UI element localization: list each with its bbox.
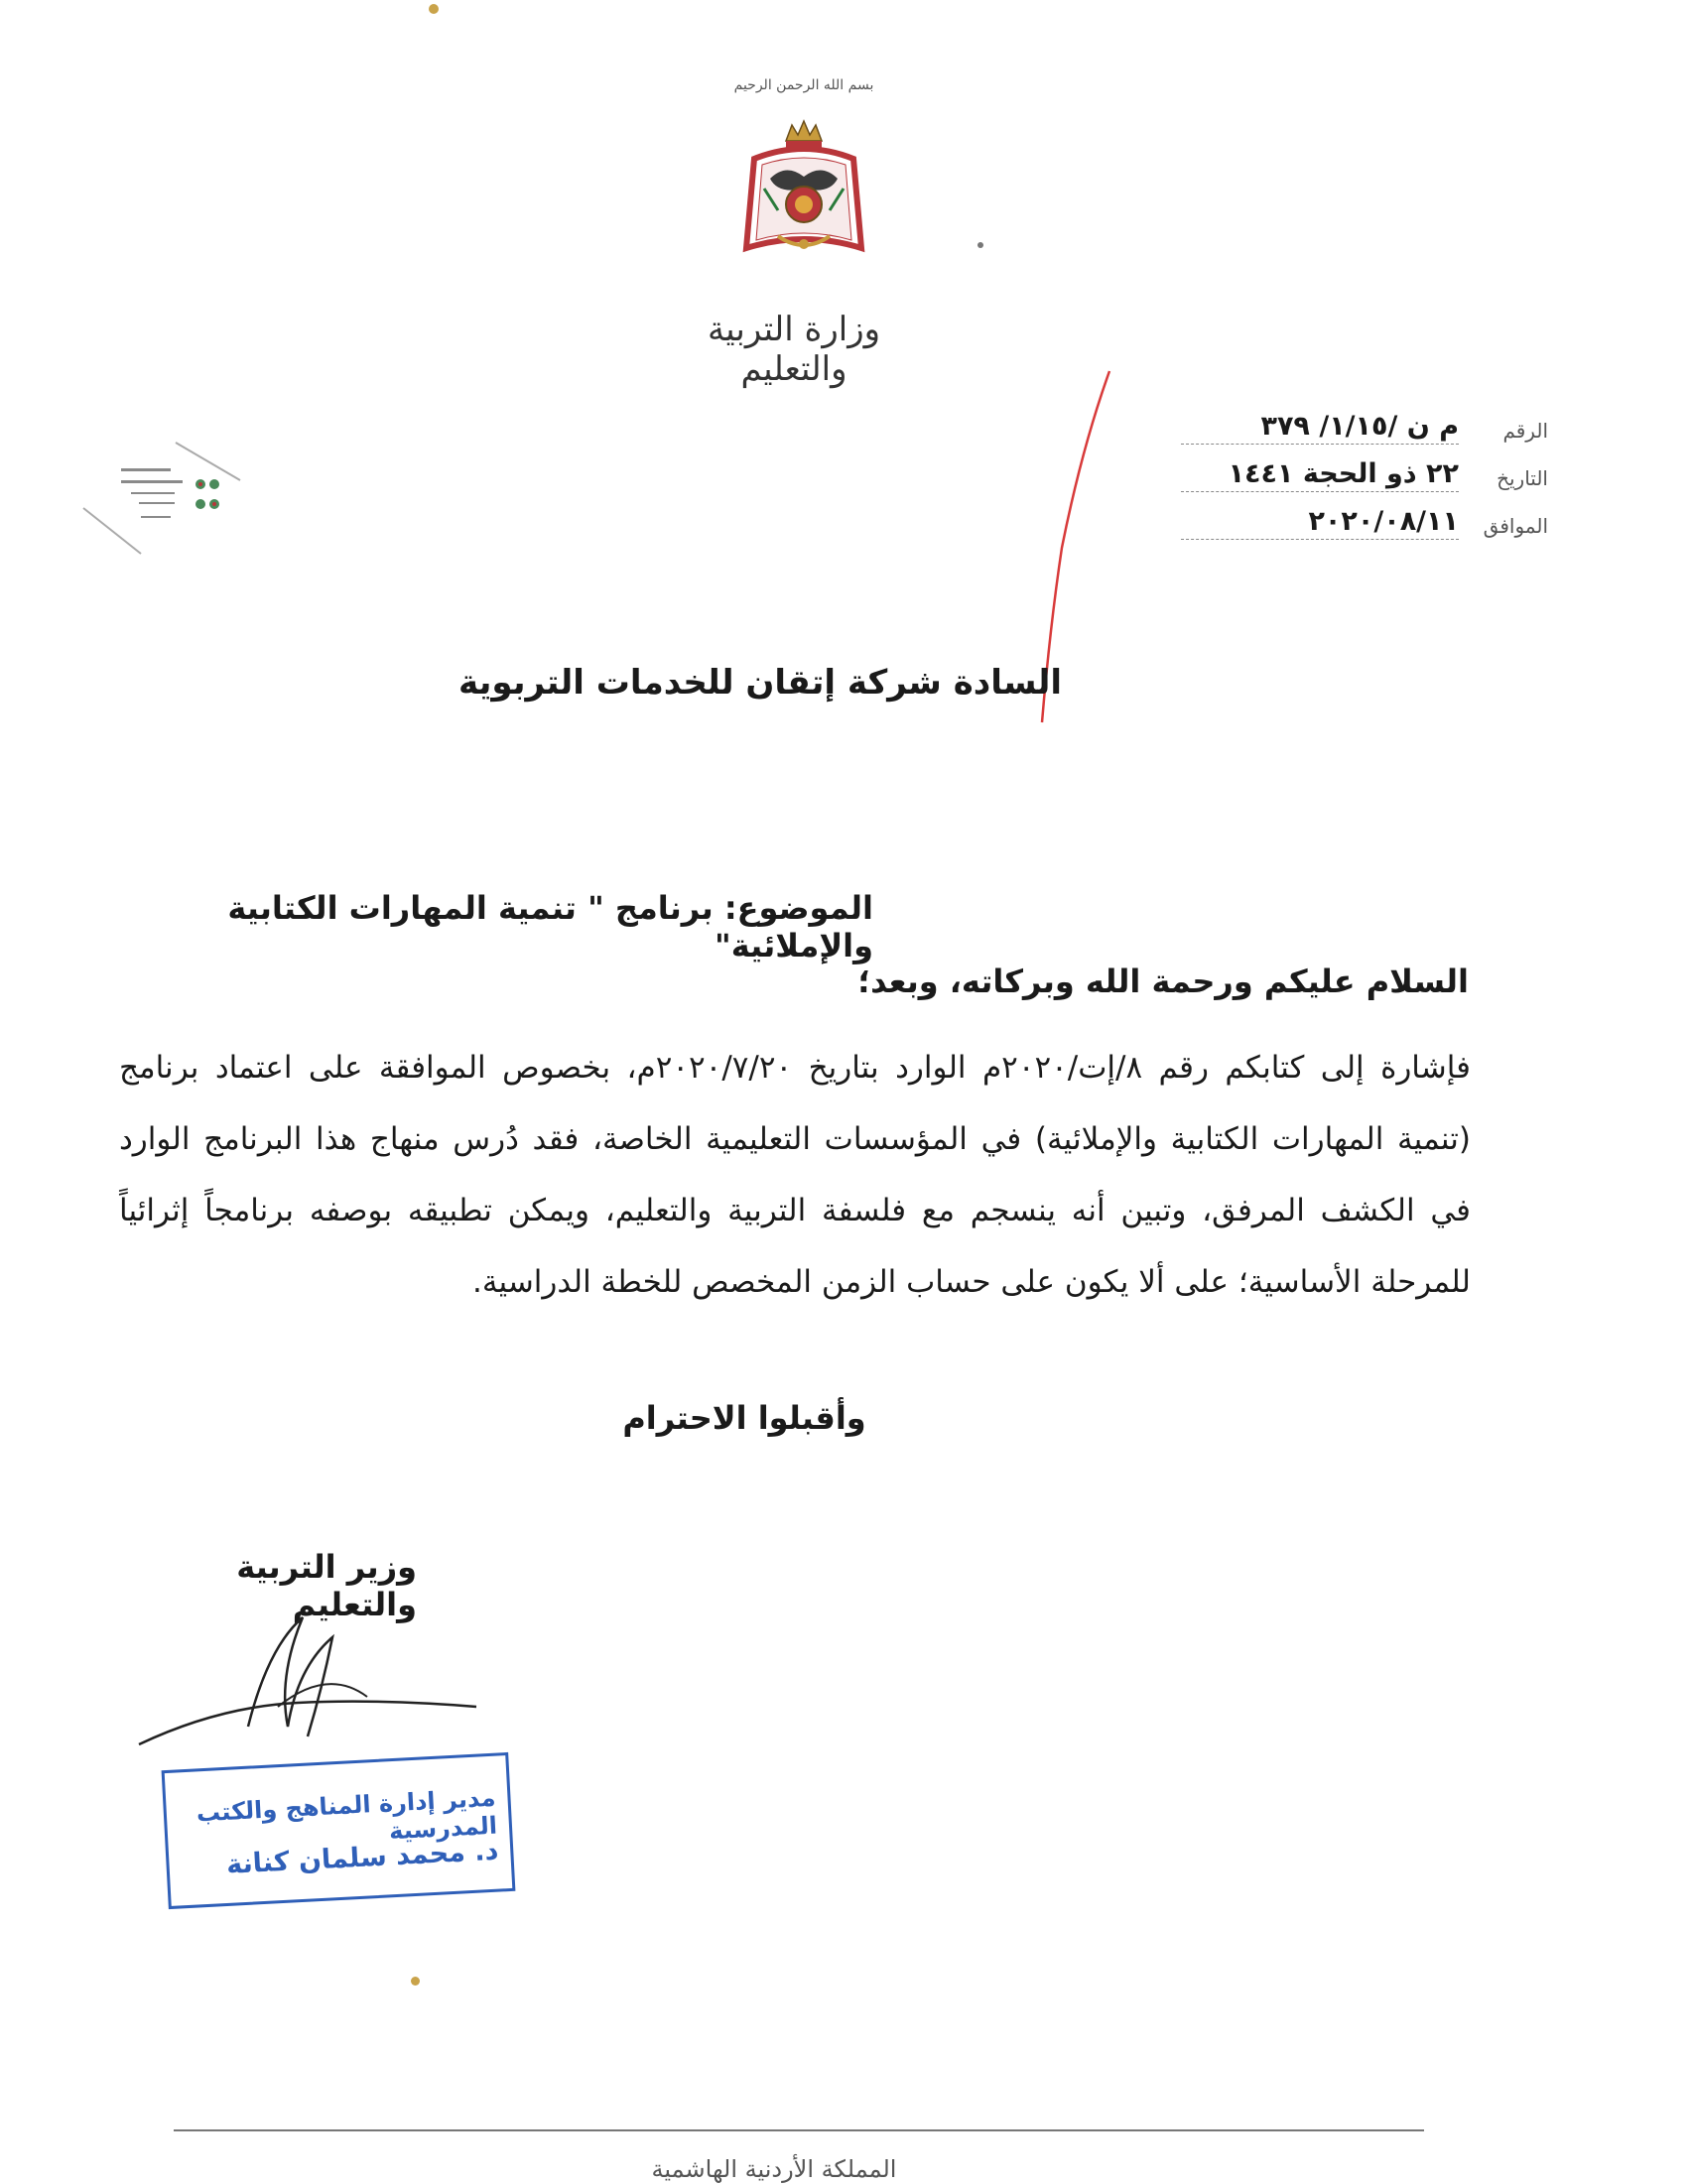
greeting: السلام عليكم ورحمة الله وبركاته، وبعد؛ — [857, 963, 1469, 1000]
reference-number-row — [1171, 411, 1548, 454]
ministry-name: وزارة التربية والتعليم — [707, 310, 881, 389]
scan-speck — [429, 4, 439, 14]
addressee: السادة شركة إتقان للخدمات التربوية — [458, 663, 1062, 703]
side-emblem-icon — [81, 437, 250, 566]
scan-speck — [411, 1977, 420, 1986]
footer-text: المملكة الأردنية الهاشمية — [651, 2155, 897, 2183]
reference-date-row — [1171, 458, 1548, 502]
reference-date-label: التاريخ — [1497, 466, 1548, 490]
letter-body: فإشارة إلى كتابكم رقم ٨/إت/٢٠٢٠م الوارد بتاريخ ٢٠٢٠/٧/٢٠م، بخصوص الموافقة على اعتماد برنامج (تنمية المهارات الكتابية والإملائية) في المؤسسات التعليمية الخاصة، فقد دُرس منهاج هذا البرنامج الوارد في الكشف المرفق، وتبين أنه ينسجم مع فلسفة التربية والتعليم، ويمكن تطبيقه بوصفه برنامجاً إثرائياً للمرحلة الأساسية؛ على ألا يكون على حساب الزمن المخصص للخطة الدراسية. — [119, 1050, 1471, 1300]
footer-rule — [174, 2129, 1424, 2131]
reference-corresponding-value: ٢٠٢٠/٠٨/١١ — [1181, 506, 1459, 540]
reference-number-value: م ن /١/١٥/ ٣٧٩ — [1181, 411, 1459, 445]
letterhead-crest — [724, 77, 883, 286]
subject-line: الموضوع: برنامج " تنمية المهارات الكتابية والإملائية" — [227, 889, 873, 964]
stamp-name: د. محمد سلمان كنانة — [225, 1835, 500, 1880]
handwritten-signature-icon — [129, 1607, 486, 1760]
closing: وأقبلوا الاحترام — [622, 1399, 866, 1437]
reference-corresponding-row — [1171, 506, 1548, 550]
reference-corresponding-label: الموافق — [1483, 514, 1548, 538]
official-stamp — [162, 1752, 516, 1909]
reference-date-value: ٢٢ ذو الحجة ١٤٤١ — [1181, 458, 1459, 492]
signer-title: وزير التربية والتعليم — [236, 1548, 417, 1623]
stamp-title: مدير إدارة المناهج والكتب المدرسية — [195, 1783, 498, 1846]
crest-top-script: بسم الله الرحمن الرحيم — [733, 77, 874, 93]
scan-speck — [977, 242, 983, 248]
reference-number-label: الرقم — [1502, 419, 1548, 443]
